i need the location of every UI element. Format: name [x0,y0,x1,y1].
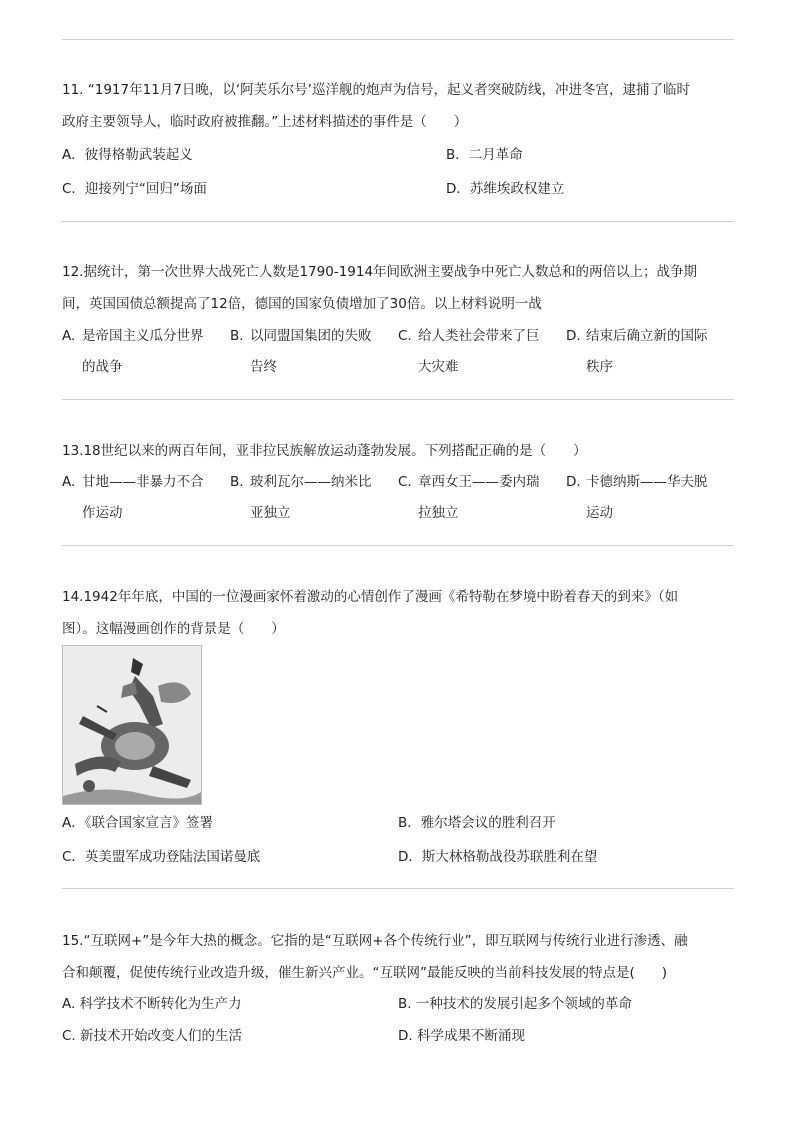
q14-option-b[interactable]: B．雅尔塔会议的胜利召开 [398,815,556,831]
question-14-stem: 14.1942年年底，中国的一位漫画家怀着激动的心情创作了漫画《希特勒在梦境中盼着春天的到来》（如 图）。这幅漫画创作的背景是（ ） [62,589,679,637]
divider [62,888,734,889]
question-15-stem: 15.“互联网+”是今年大热的概念。它指的是“互联网+各个传统行业”，即互联网与传统行业进行渗透、融 合和颠覆，促使传统行业改造升级，催生新兴产业。“互联网”最能反映的当前科技发展的特点是( ) [62,933,688,981]
q15-option-a[interactable]: A. 科学技术不断转化为生产力 [62,996,242,1012]
q15-option-c[interactable]: C. 新技术开始改变人们的生活 [62,1028,243,1044]
q13-option-b[interactable]: B. 玻利瓦尔——纳米比 亚独立 [230,474,372,521]
q11-option-c[interactable]: C．迎接列宁“回归”场面 [62,181,207,197]
cartoon-sketch [63,646,201,804]
q13-option-a[interactable]: A. 甘地——非暴力不合 作运动 [62,474,204,521]
q15-option-b[interactable]: B. 一种技术的发展引起多个领域的革命 [398,996,632,1012]
question-11-stem: 11. “1917年11月7日晚，以‘阿芙乐尔号’巡洋舰的炮声为信号，起义者突破防线，冲进冬宫，逮捕了临时 政府主要领导人，临时政府被推翻。”上述材料描述的事件是（ ） [62,82,690,130]
question-12-stem: 12.据统计，第一次世界大战死亡人数是1790-1914年间欧洲主要战争中死亡人数总和的两倍以上；战争期 间，英国国债总额提高了12倍，德国的国家负债增加了30倍。以上材料说明一战 [62,264,698,312]
q13-option-c[interactable]: C. 章西女王——委内瑞 拉独立 [398,474,540,521]
q12-option-a[interactable]: A. 是帝国主义瓜分世界 的战争 [62,328,204,375]
q12-option-c[interactable]: C. 给人类社会带来了巨 大灾难 [398,328,540,375]
q12-option-d[interactable]: D. 结束后确立新的国际 秩序 [566,328,708,375]
divider [62,545,734,546]
q11-option-d[interactable]: D．苏维埃政权建立 [446,181,565,197]
q14-option-d[interactable]: D．斯大林格勒战役苏联胜利在望 [398,849,598,865]
q15-option-d[interactable]: D. 科学成果不断涌现 [398,1028,525,1044]
q14-option-c[interactable]: C．英美盟军成功登陆法国诺曼底 [62,849,261,865]
q12-option-b[interactable]: B. 以同盟国集团的失败 告终 [230,328,372,375]
q14-option-a[interactable]: A．《联合国家宣言》签署 [62,815,213,831]
q11-option-b[interactable]: B．二月革命 [446,147,523,163]
q11-option-a[interactable]: A．彼得格勒武装起义 [62,147,193,163]
question-13-stem: 13.18世纪以来的两百年间，亚非拉民族解放运动蓬勃发展。下列搭配正确的是（ ） [62,443,587,459]
divider [62,399,734,400]
hitler-cartoon-image [62,645,202,805]
divider [62,221,734,222]
q13-option-d[interactable]: D. 卡德纳斯——华夫脱 运动 [566,474,708,521]
divider [62,39,734,40]
